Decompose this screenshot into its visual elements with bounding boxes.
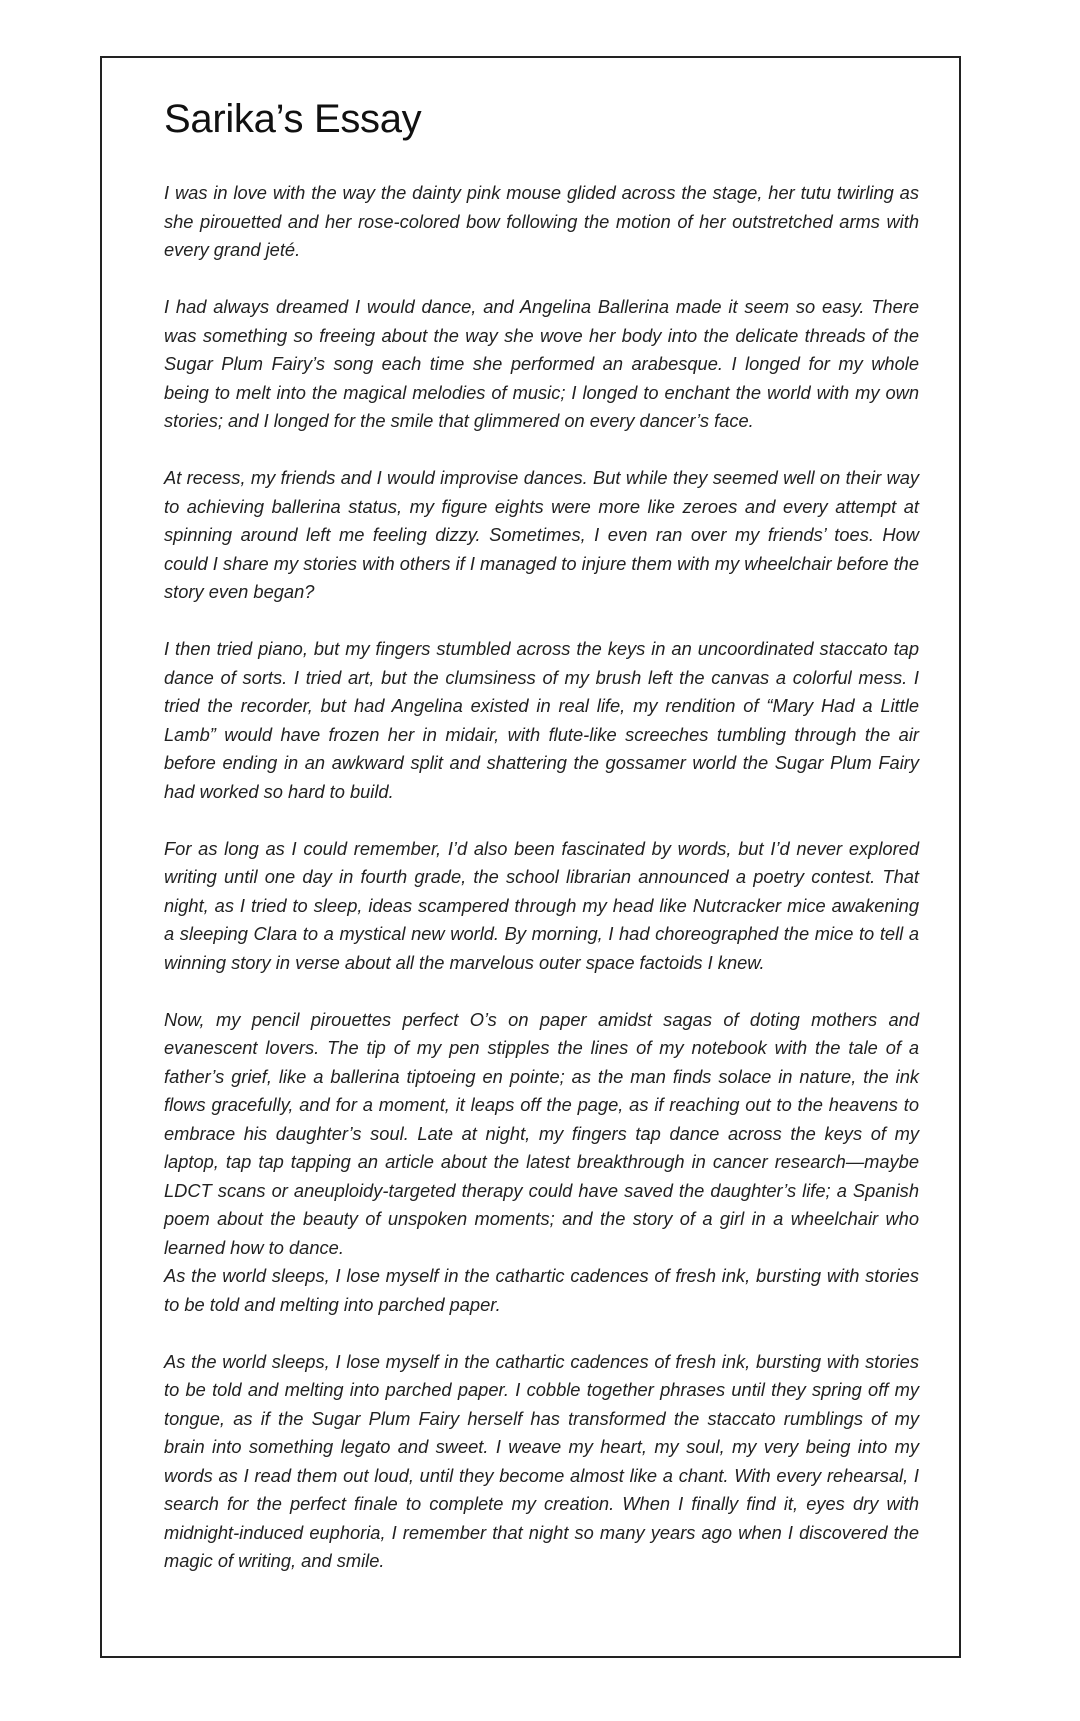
essay-paragraph: I then tried piano, but my fingers stumbled across the keys in an uncoordinated staccato tap dance of sorts. I tried art, but the clumsiness of my brush left the canvas a colorful mess. I tried the recorder, but had Angelina existed in real life, my rendition of “Mary Had a Little Lamb” would have frozen her in midair, with flute-like screeches tumbling through the air before ending in an awkward split and shattering the gossamer world the Sugar Plum Fairy had worked so hard to build. <box>164 638 919 802</box>
essay-paragraph: As the world sleeps, I lose myself in the cathartic cadences of fresh ink, bursting with stories to be told and melting into parched paper. <box>164 1265 919 1315</box>
essay-page <box>100 56 961 1658</box>
essay-body <box>164 179 919 1576</box>
essay-paragraph: I had always dreamed I would dance, and Angelina Ballerina made it seem so easy. There was something so freeing about the way she wove her body into the delicate threads of the Sugar Plum Fairy’s song each time she performed an arabesque. I longed for my whole being to melt into the magical melodies of music; I longed to enchant the world with my own stories; and I longed for the smile that glimmered on every dancer’s face. <box>164 296 919 431</box>
essay-title: Sarika’s Essay <box>164 97 422 141</box>
essay-paragraph: At recess, my friends and I would improvise dances. But while they seemed well on their way to achieving ballerina status, my figure eights were more like zeroes and every attempt at spinning around left me feeling dizzy. Sometimes, I even ran over my friends’ toes. How could I share my stories with others if I managed to injure them with my wheelchair before the story even began? <box>164 467 919 602</box>
essay-paragraph: I was in love with the way the dainty pink mouse glided across the stage, her tutu twirling as she pirouetted and her rose-colored bow following the motion of her outstretched arms with every grand jeté. <box>164 182 919 260</box>
essay-paragraph: As the world sleeps, I lose myself in the cathartic cadences of fresh ink, bursting with stories to be told and melting into parched paper. I cobble together phrases until they spring off my tongue, as if the Sugar Plum Fairy herself has transformed the staccato rumblings of my brain into something legato and sweet. I weave my heart, my soul, my very being into my words as I read them out loud, until they become almost like a chant. With every rehearsal, I search for the perfect finale to complete my creation. When I finally find it, eyes dry with midnight-induced euphoria, I remember that night so many years ago when I discovered the magic of writing, and smile. <box>164 1350 919 1571</box>
essay-paragraph: Now, my pencil pirouettes perfect O’s on paper amidst sagas of doting mothers and evanescent lovers. The tip of my pen stipples the lines of my notebook with the tale of a father’s grief, like a ballerina tiptoeing en pointe; as the man finds solace in nature, the ink flows gracefully, and for a moment, it leaps off the page, as if reaching out to the heavens to embrace his daughter’s soul. Late at night, my fingers tap dance across the keys of my laptop, tap tap tapping an article about the latest breakthrough in cancer research—maybe LDCT scans or aneuploidy-targeted therapy could have saved the daughter’s life; a Spanish poem about the beauty of unspoken moments; and the story of a girl in a wheelchair who learned how to dance. <box>164 1008 919 1258</box>
essay-paragraph: For as long as I could remember, I’d also been fascinated by words, but I’d never explored writing until one day in fourth grade, the school librarian announced a poetry contest. That night, as I tried to sleep, ideas scampered through my head like Nutcracker mice awakening a sleeping Clara to a mystical new world. By morning, I had choreographed the mice to tell a winning story in verse about all the marvelous outer space factoids I knew. <box>164 837 919 973</box>
